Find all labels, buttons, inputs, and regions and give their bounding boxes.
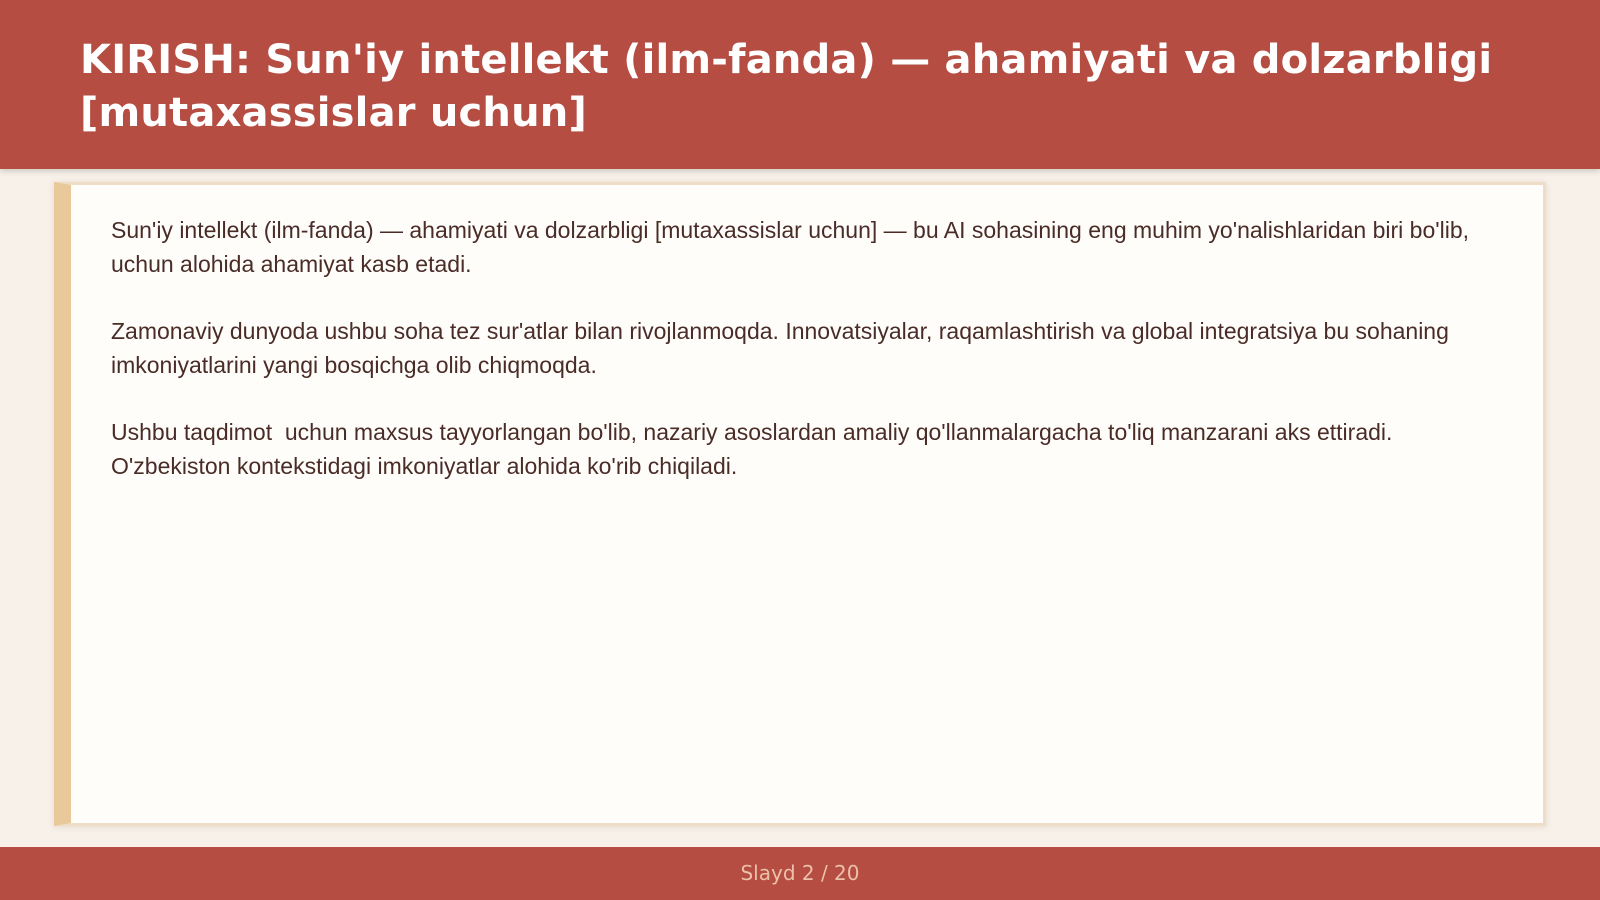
slide-number: Slayd 2 / 20 <box>740 861 860 885</box>
slide-footer <box>0 847 1600 900</box>
slide-title: KIRISH: Sun'iy intellekt (ilm-fanda) — ahamiyati va dolzarbligi [mutaxassislar uchun] <box>80 37 1493 136</box>
content-paragraphs <box>111 213 1511 516</box>
slide-header <box>0 0 1600 169</box>
paragraph-2: Zamonaviy dunyoda ushbu soha tez sur'atlar bilan rivojlanmoqda. Innovatsiyalar, raqamlashtirish va global integratsiya bu sohaning imkoniyatlarini yangi bosqichga olib chiqmoqda. <box>111 318 1456 378</box>
paragraph-1: Sun'iy intellekt (ilm-fanda) — ahamiyati va dolzarbligi [mutaxassislar uchun] — bu AI sohasining eng muhim yo'nalishlaridan biri bo'lib, uchun alohida ahamiyat kasb etadi. <box>111 217 1482 277</box>
content-card <box>54 182 1546 826</box>
paragraph-3: Ushbu taqdimot uchun maxsus tayyorlangan bo'lib, nazariy asoslardan amaliy qo'llanmalargacha to'liq manzarani aks ettiradi. O'zbekiston kontekstidagi imkoniyatlar alohida ko'rib chiqiladi. <box>111 419 1399 479</box>
